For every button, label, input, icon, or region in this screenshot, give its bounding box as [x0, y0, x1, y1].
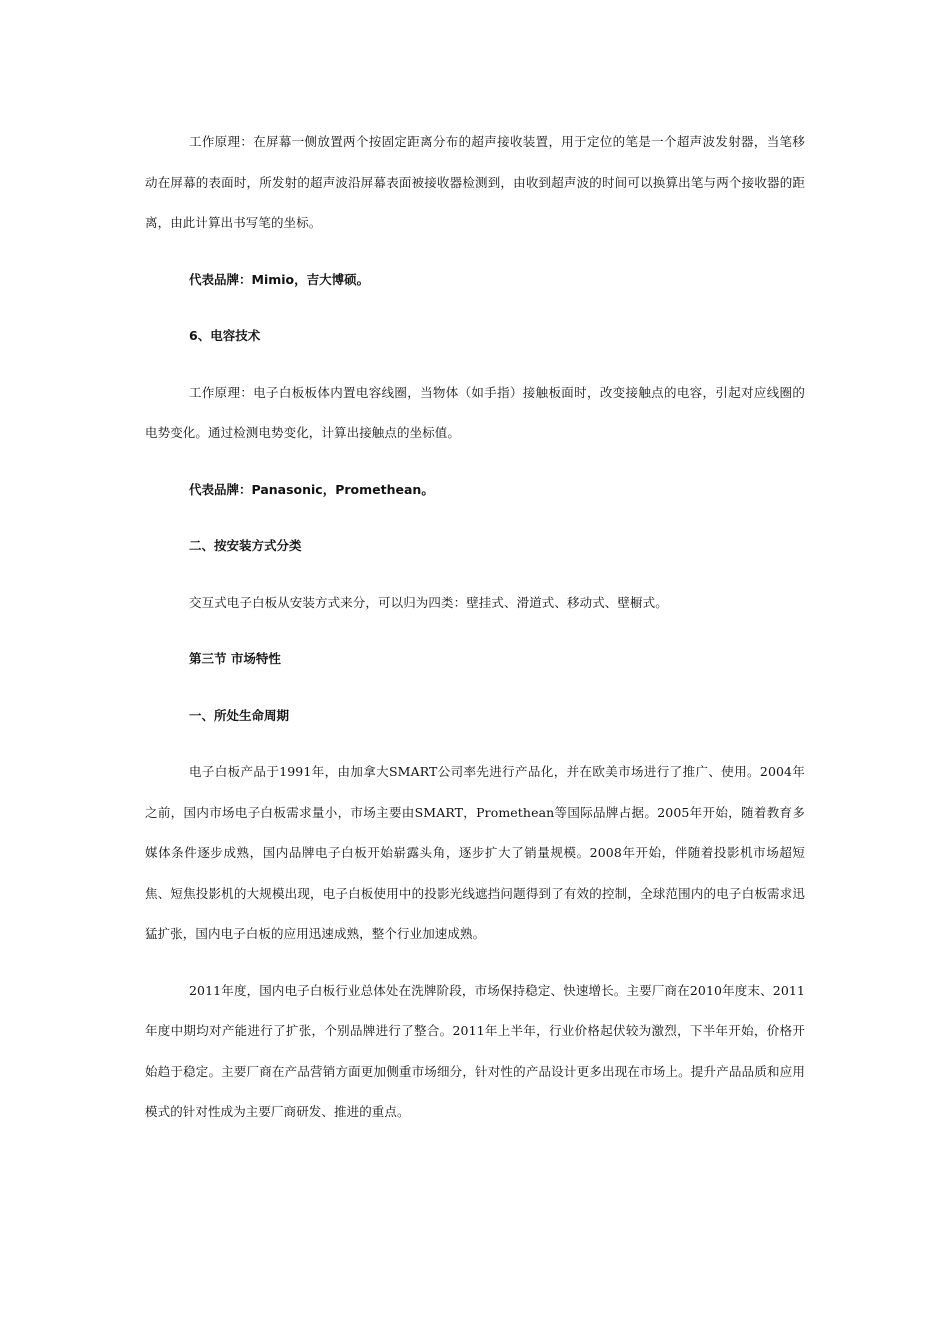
paragraph-capacitive-principle: 工作原理：电子白板板体内置电容线圈，当物体（如手指）接触板面时，改变接触点的电容，引起对应线圈的电势变化。通过检测电势变化，计算出接触点的坐标值。: [145, 384, 805, 440]
brands-ultrasonic: 代表品牌：Mimio，吉大博硕。: [189, 271, 370, 287]
paragraph-history: 电子白板产品于1991年，由加拿大SMART公司率先进行产品化，并在欧美市场进行了推广、使用。2004年之前，国内市场电子白板需求量小，市场主要由SMART，Promethean等国际品牌占据。2005年开始，随着教育多媒体条件逐步成熟，国内品牌电子白板开始崭露头角，逐步扩大了销量规模。2008年开始，伴随着投影机市场超短焦、短焦投影机的大规模出现，电子白板使用中的投影光线遮挡问题得到了有效的控制，全球范围内的电子白板需求迅猛扩张，国内电子白板的应用迅速成熟，整个行业加速成熟。: [145, 764, 805, 941]
paragraph-2011-status: 2011年度，国内电子白板行业总体处在洗牌阶段，市场保持稳定、快速增长。主要厂商在2010年度末、2011年度中期均对产能进行了扩张，个别品牌进行了整合。2011年上半年，行业价格起伏较为激烈，下半年开始，价格开始趋于稳定。主要厂商在产品营销方面更加侧重市场细分，针对性的产品设计更多出现在市场上。提升产品品质和应用模式的针对性成为主要厂商研发、推进的重点。: [145, 982, 805, 1119]
brands-capacitive: 代表品牌：Panasonic，Promethean。: [189, 481, 434, 497]
section-installation-classification: 二、按安装方式分类: [189, 538, 302, 553]
paragraph-installation-types: 交互式电子白板从安装方式来分，可以归为四类：壁挂式、滑道式、移动式、壁橱式。: [189, 594, 668, 610]
section-life-cycle: 一、所处生命周期: [189, 707, 290, 723]
section-market-characteristics: 第三节 市场特性: [189, 651, 281, 666]
document-body: [145, 122, 805, 1149]
section-capacitive-tech: 6、电容技术: [189, 328, 261, 343]
paragraph-ultrasonic-principle: 工作原理：在屏幕一侧放置两个按固定距离分布的超声接收装置，用于定位的笔是一个超声波发射器，当笔移动在屏幕的表面时，所发射的超声波沿屏幕表面被接收器检测到，由收到超声波的时间可以换算出笔与两个接收器的距离，由此计算出书写笔的坐标。: [145, 134, 805, 230]
